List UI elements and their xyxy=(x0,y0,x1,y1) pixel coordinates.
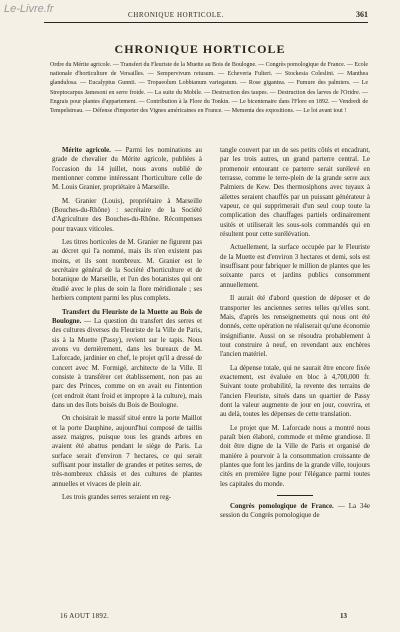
section-heading: Transfert du Fleuriste de la Muette au Bois de Boulogne. xyxy=(52,308,202,325)
watermark-logo: Le-Livre.fr xyxy=(4,3,54,15)
article-summary: Ordre du Mérite agricole. — Transfert du Fleuriste de la Muette au Bois de Boulogne. — Congrès pomologique de France. — Ecole nationale d'horticulture de Versailles. — Sempervivum retusum. — Echeveria Fulteri. — Stockesia Coleslini. — Manthea glandulosa. — Eucalyptus Gunnii. — Tropaeolum Lobbianum variegatum. — Rose gigantea. — Fumure des palmiers. — Le Streptocarpus Jamesoni en serre froide. — La suite du Mobile. — Destruction des taupes. — Destruction des larves de l'Oridre. — Engrais pour plantes d'appartement. — Contribution à la Flore du Tonkin. — Le bicentenaire dans l'Flore en 1892. — Vendredi de Tempelstreau. — Défense d'importer des Vignes américaines en France. — Mementa des expositions. — Le lot avant tout ! xyxy=(50,62,368,115)
article-title: CHRONIQUE HORTICOLE xyxy=(114,42,286,56)
paragraph xyxy=(52,146,202,193)
paragraph: Il aurait été d'abord question de déposer et de transporter les anciennes serres telles qu'elles sont. Mais, d'après les renseignements qui nous ont été donnés, cette opération ne réaliserait qu'une économie insignifiante. Aussi on se résoudra probablement à tout construire à neuf, en revendant aux enchères l'ancien matériel. xyxy=(220,295,370,359)
section-heading: Mérite agricole. xyxy=(62,147,111,154)
right-column xyxy=(220,146,370,525)
paragraph: Les titres horticoles de M. Granier ne figurent pas au décret qui l'a nommé, mais ils n'en existent pas moins, et ils sont nombreux. M. Granier est le secrétaire général de la Société d'horticulture et de botanique de Marseille, et l'un des botanistes qui ont étudié avec le plus de soin la flore méridionale ; ses herbiers comptent parmi les plus complets. xyxy=(52,239,202,303)
left-column xyxy=(52,146,202,506)
issue-date: 16 AOUT 1892. xyxy=(60,612,110,620)
header-rule xyxy=(44,22,368,23)
section-heading: Congrès pomologique de France. xyxy=(230,503,334,511)
section-divider xyxy=(277,495,313,496)
paragraph: Actuellement, la surface occupée par le Fleuriste de la Muette est d'environ 3 hectares et demi, sols est insuffisant pour fabriquer le million de plantes que les soixante parcs et jardins publics consomment annuellement. xyxy=(220,244,370,289)
page-number: 361 xyxy=(356,10,368,19)
paragraph: On choisirait le massif situé entre la porte Maillot et la porte Dauphine, aujourd'hui composé de taillis assez maigres, puisque tous les grands arbres en avaient été abattus pendant le siège de Paris. La surface serait d'environ 7 hectares, ce qui serait suffisant pour installer de grandes et petites serres, de très-nombreux châssis et des cultures de plantes annuelles et vivaces de plein air. xyxy=(52,415,202,488)
paragraph-text: — La 34e session du Congrès pomologique de xyxy=(220,503,370,520)
paragraph: Le projet que M. Laforcade nous a montré nous paraît bien élaboré, commode et même grandiose. Il doit être digne de la Ville de Paris et organisé de manière à pourvoir à la consommation croissante de plantes que font les jardins de la grande ville, toujours cités en première ligne pour l'élégance parmi toutes les capitales du monde. xyxy=(220,424,370,488)
paragraph: tangle couvert par un de ses petits côtés et encadrant, par les trois autres, un grand parterre central. Le promenoir entourant ce parterre serait surélevé en terrasse, comme le terre-plein de la grande serre aux Palmiers de Kew. Des thermosiphons avec tuyaux à ailettes seraient chauffés par un puissant générateur à vapeur, ce qui supprimerait d'un seul coup toute la complication des chauffages partiels ordinairement usités et utiliserait les sous-sols commandés qui en résultent pour cette surélévation. xyxy=(220,147,370,239)
paragraph: M. Granier (Louis), propriétaire à Marseille (Bouches-du-Rhône) : secrétaire de la Société d'Agriculture des Bouches-du-Rhône. Récompenses pour travaux viticoles. xyxy=(52,197,202,233)
paragraph: Les trois grandes serres seraient en reg- xyxy=(62,494,172,502)
paragraph-text: — Parmi les nominations au grade de chevalier du Mérite agricole, publiées à l'occasion du 14 juillet, nous avons oublié de mentionner comme intéressant l'horticulture celle de M. Louis Granier, propriétaire à Marseille. xyxy=(52,147,202,192)
paragraph-text: — La question du transfert des serres et des cultures diverses du Fleuriste de la Ville de Paris, sis à la Muette (Passy), revient sur le tapis. Nous avons vu dernièrement, dans les bureaux de M. Laforcade, jardinier en chef, le projet qu'il a dressé de concert avec M. Formigé, architecte de la Ville. Il consiste à transférer cet établissement, non pas au parc des Princes, comme on en avait eu l'intention (cet endroit étant froid et impropre à la culture), mais dans un des îlots boisés du Bois de Boulogne. xyxy=(52,317,202,409)
paragraph xyxy=(52,308,202,411)
folio-number: 13 xyxy=(340,612,347,620)
running-header xyxy=(128,10,368,19)
paragraph: La dépense totale, qui ne saurait être encore fixée exactement, est évaluée en bloc à 4,700,000 fr. Suivant toute probabilité, la revente des terrains de l'ancien Fleuriste, situés dans un quartier de Passy dont la valeur augmente de jour en jour, couvrira, et au delà, toutes les dépenses de cette translation. xyxy=(220,364,370,419)
paragraph xyxy=(220,502,370,521)
running-title: CHRONIQUE HORTICOLE. xyxy=(128,11,224,19)
